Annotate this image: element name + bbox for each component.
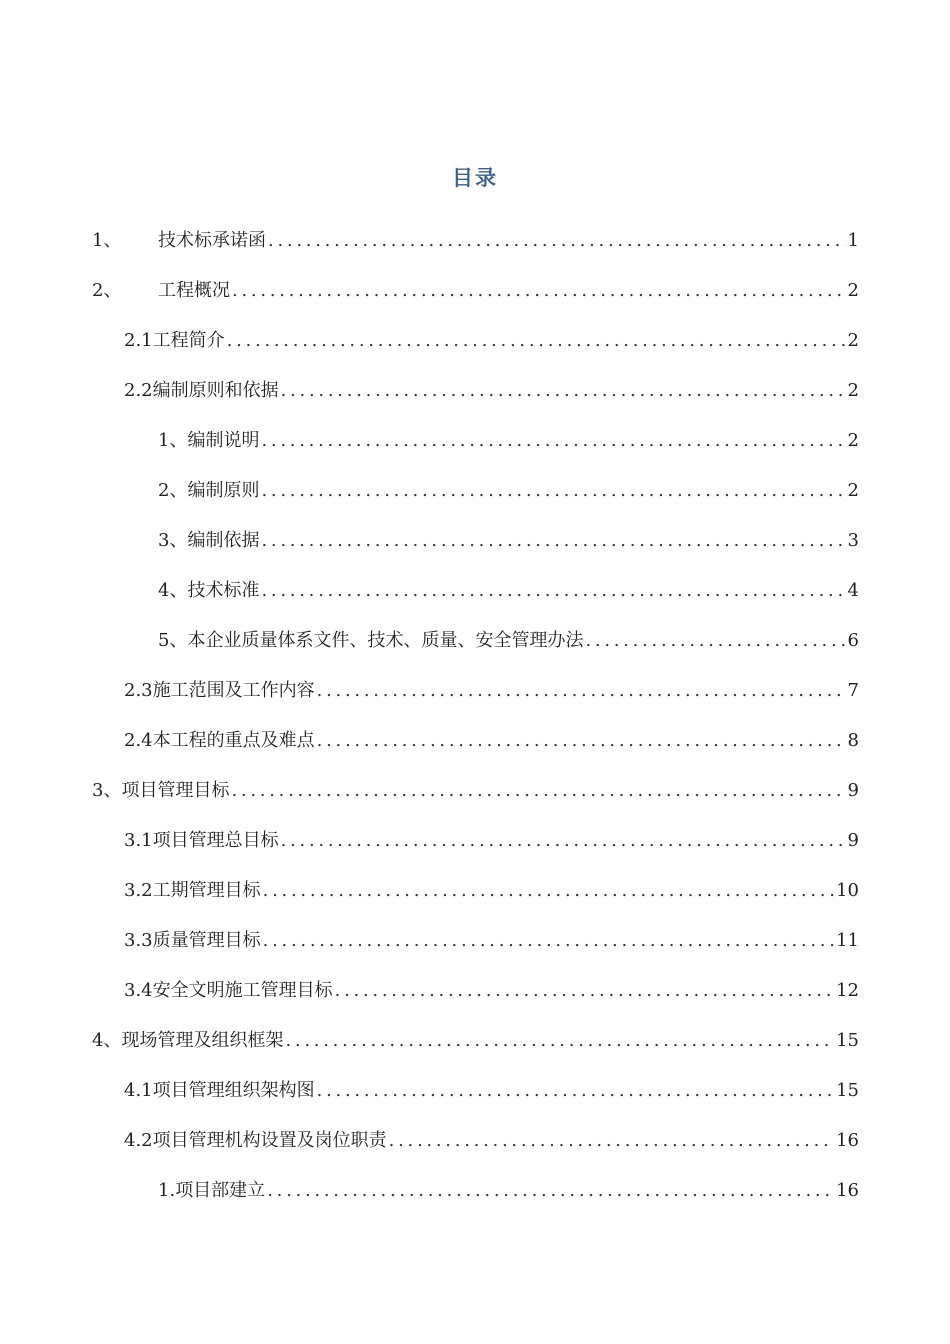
toc-entry-number: 1、 <box>92 230 122 251</box>
toc-entry-page: 2 <box>847 430 859 451</box>
toc-entry[interactable] <box>92 1016 859 1066</box>
toc-entry-number: 2、 <box>92 280 122 301</box>
toc-entry-page: 2 <box>847 380 859 401</box>
toc-entry-page: 7 <box>847 680 859 701</box>
dot-leader <box>261 566 845 616</box>
toc-entry-text: 技术标准 <box>187 580 260 601</box>
toc-entry[interactable] <box>92 266 859 316</box>
toc-entry-text: 现场管理及组织框架 <box>121 1030 284 1051</box>
toc-entry-page: 2 <box>847 480 859 501</box>
toc-entry-number: 2.2 <box>124 380 153 401</box>
toc-entry-text: 编制原则和依据 <box>152 380 279 401</box>
toc-entry[interactable] <box>158 516 859 566</box>
toc-entry-page: 12 <box>836 980 859 1001</box>
toc-entry-number: 4、 <box>92 1030 122 1051</box>
dot-leader <box>335 966 834 1016</box>
toc-entry-text: 工程简介 <box>152 330 225 351</box>
toc-entry-page: 2 <box>847 280 859 301</box>
dot-leader <box>389 1116 834 1166</box>
toc-entry-number: 3.4 <box>124 980 153 1001</box>
dot-leader <box>281 816 846 866</box>
toc-entry-text: 技术标承诺函 <box>158 230 266 251</box>
toc-entry-page: 16 <box>836 1180 859 1201</box>
toc-entry[interactable] <box>158 616 859 666</box>
toc-entry-text: 编制说明 <box>187 430 260 451</box>
toc-entry-page: 9 <box>847 780 859 801</box>
toc-entry-page: 1 <box>847 230 859 251</box>
toc-entry-number: 2.4 <box>124 730 153 751</box>
dot-leader <box>261 516 845 566</box>
toc-entry-number: 2.3 <box>124 680 153 701</box>
dot-leader <box>317 666 846 716</box>
toc-entry-page: 3 <box>847 530 859 551</box>
dot-leader <box>263 916 834 966</box>
dot-leader <box>281 366 846 416</box>
toc-entry[interactable] <box>92 766 859 816</box>
toc-entry-number: 3.3 <box>124 930 153 951</box>
toc-entry-number: 1、 <box>158 430 188 451</box>
toc-entry-number: 3.2 <box>124 880 153 901</box>
dot-leader <box>261 466 845 516</box>
toc-entry-page: 9 <box>847 830 859 851</box>
dot-leader <box>317 716 846 766</box>
toc-entry[interactable] <box>124 316 859 366</box>
toc-entry[interactable] <box>92 216 859 266</box>
dot-leader <box>263 866 834 916</box>
toc-entry-text: 工期管理目标 <box>152 880 261 901</box>
toc-entry-number: 3.1 <box>124 830 153 851</box>
toc-entry-page: 15 <box>836 1030 859 1051</box>
toc-entry[interactable] <box>124 1066 859 1116</box>
toc-entry-page: 4 <box>847 580 859 601</box>
toc-entry-text: 工程概况 <box>158 280 230 301</box>
dot-leader <box>227 316 846 366</box>
dot-leader <box>261 416 845 466</box>
toc-entry[interactable] <box>158 466 859 516</box>
dot-leader <box>585 616 845 666</box>
toc-entry-number: 1. <box>158 1180 176 1201</box>
toc-entry-text: 项目管理目标 <box>121 780 230 801</box>
toc-entry-number: 3、 <box>158 530 188 551</box>
toc-entry[interactable] <box>124 666 859 716</box>
toc-entry-number: 2.1 <box>124 330 153 351</box>
dot-leader <box>231 766 845 816</box>
toc-entry-text: 项目管理机构设置及岗位职责 <box>152 1130 387 1151</box>
toc-entry[interactable] <box>124 1116 859 1166</box>
toc-entry[interactable] <box>124 866 859 916</box>
toc-entry-number: 2、 <box>158 480 188 501</box>
toc-title: 目录 <box>452 166 498 190</box>
toc-entry-text: 本企业质量体系文件、技术、质量、安全管理办法 <box>187 630 584 651</box>
toc-entry-page: 11 <box>836 930 859 951</box>
toc-entry[interactable] <box>158 1166 859 1216</box>
toc-entry-page: 10 <box>836 880 859 901</box>
toc-entry-number: 4.1 <box>124 1080 153 1101</box>
toc-entry[interactable] <box>124 916 859 966</box>
toc-entry-text: 本工程的重点及难点 <box>152 730 315 751</box>
toc-entry[interactable] <box>124 816 859 866</box>
toc-entry-number: 4、 <box>158 580 188 601</box>
toc-entry-text: 施工范围及工作内容 <box>152 680 315 701</box>
dot-leader <box>317 1066 834 1116</box>
toc-entry-page: 6 <box>847 630 859 651</box>
toc-entry-text: 安全文明施工管理目标 <box>152 980 333 1001</box>
toc-entry-text: 项目管理组织架构图 <box>152 1080 315 1101</box>
toc-entry-text: 项目管理总目标 <box>152 830 279 851</box>
toc-entry[interactable] <box>124 716 859 766</box>
toc-entry-number: 4.2 <box>124 1130 153 1151</box>
toc-entry[interactable] <box>158 416 859 466</box>
toc-entry-page: 8 <box>847 730 859 751</box>
toc-entry-number: 3、 <box>92 780 122 801</box>
toc-entry[interactable] <box>124 966 859 1016</box>
dot-leader <box>267 1166 834 1216</box>
toc-entry[interactable] <box>158 566 859 616</box>
toc-entry-text: 项目部建立 <box>175 1180 266 1201</box>
dot-leader <box>232 266 846 316</box>
toc-entry-text: 编制原则 <box>187 480 260 501</box>
dot-leader <box>285 1016 834 1066</box>
toc-entry-page: 15 <box>836 1080 859 1101</box>
dot-leader <box>268 216 846 266</box>
toc-entry[interactable] <box>124 366 859 416</box>
toc-entry-page: 16 <box>836 1130 859 1151</box>
toc-entry-page: 2 <box>847 330 859 351</box>
toc-entry-text: 编制依据 <box>187 530 260 551</box>
toc-entry-text: 质量管理目标 <box>152 930 261 951</box>
toc-entry-number: 5、 <box>158 630 188 651</box>
